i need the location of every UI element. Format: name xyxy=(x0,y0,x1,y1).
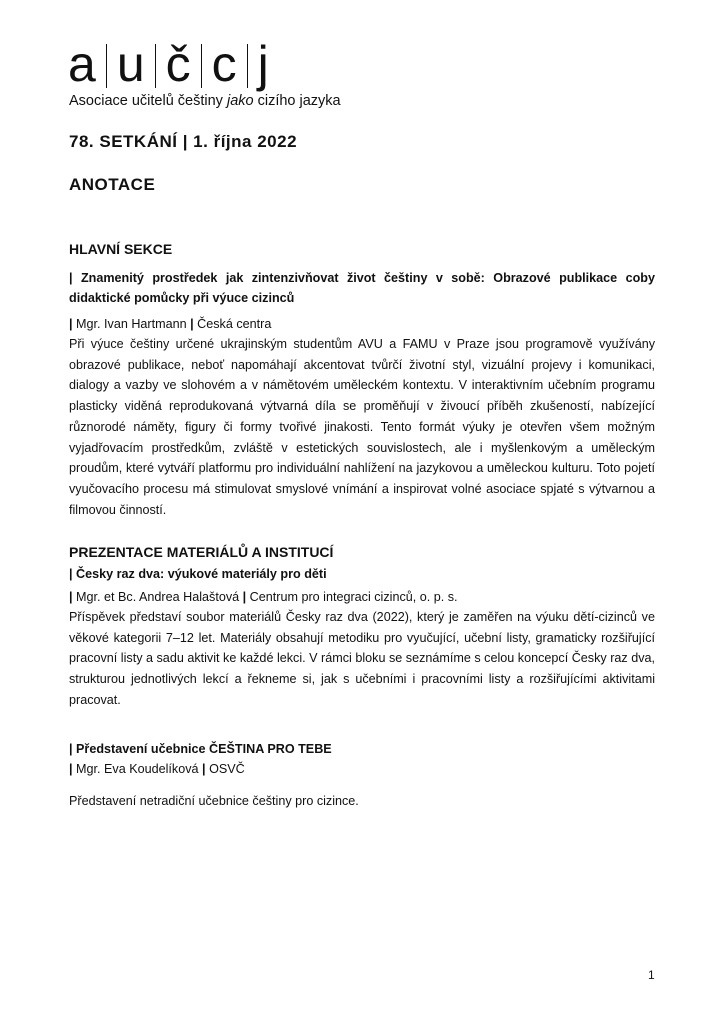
logo-letter-j: j xyxy=(257,36,269,92)
association-name-italic: jako xyxy=(226,93,254,109)
talk-title: | Znamenitý prostředek jak zintenzivňovat život češtiny v sobě: Obrazové publikace coby didaktické pomůcky při výuce cizinců xyxy=(69,271,655,305)
logo-letter-u: u xyxy=(116,36,145,92)
section-title: PREZENTACE MATERIÁLŮ A INSTITUCÍ xyxy=(69,544,334,560)
speaker-name: Mgr. et Bc. Andrea Halaštová xyxy=(72,590,243,604)
talk-abstract: Při výuce češtiny určené ukrajinským studentům AVU a FAMU v Praze jsou programově využívány obrazové publikace, neboť napomáhají akcentovat tvůrčí životní styl, vizuální projevy i komunikaci, dialogy a vazby ve slohovém a v námětovém uměleckém kontextu. V interaktivním učebním programu plasticky viděná reprodukovaná výtvarná díla se proměňují v živoucí příběh zkušeností, nabízející různorodé náměty, figury či formy tvořivé jinakosti. Tento formát výuky je otevřen všem možným vyjadřovacím prostředkům, zvláště v estetických souvislostech, ale i myšlenkovým a uměleckým proudům, které vytváří platformu pro individuální nahlížení na jazykovou a uměleckou kulturu. Toto pojetí vyučovacího procesu má stimulovat smyslové vnímání a inspirovat volné asociace spjaté s výtvarnou a filmovou činností. xyxy=(69,337,655,517)
talk-title: | Česky raz dva: výukové materiály pro děti xyxy=(69,567,327,581)
section-title: HLAVNÍ SEKCE xyxy=(69,241,173,257)
logo-letter-c-caron: č xyxy=(165,36,191,92)
association-name xyxy=(69,93,341,109)
speaker-org: OSVČ xyxy=(205,762,245,776)
association-name-end: cizího jazyka xyxy=(253,93,341,109)
logo-letter-a: a xyxy=(68,36,96,92)
page-heading: ANOTACE xyxy=(69,175,156,194)
speaker-separator: | xyxy=(190,317,194,331)
logo-divider xyxy=(201,44,202,88)
meeting-title: 78. SETKÁNÍ | 1. října 2022 xyxy=(69,132,298,151)
talk-title: | Představení učebnice ČEŠTINA PRO TEBE xyxy=(69,742,332,756)
speaker-name: Mgr. Eva Koudelíková xyxy=(72,762,203,776)
speaker-org: Centrum pro integraci cizinců, o. p. s. xyxy=(246,590,458,604)
talk-abstract: Představení netradiční učebnice češtiny pro cizince. xyxy=(69,794,359,808)
logo-divider xyxy=(155,44,156,88)
presentation-talk xyxy=(69,739,655,812)
speaker-line xyxy=(69,587,655,607)
speaker-name: Mgr. Ivan Hartmann xyxy=(72,317,191,331)
page-number: 1 xyxy=(648,968,655,982)
speaker-separator: | xyxy=(242,590,247,604)
speaker-separator: | xyxy=(69,762,73,776)
main-section xyxy=(69,240,655,520)
presentations-section xyxy=(69,543,655,711)
talk-abstract: Příspěvek představí soubor materiálů Česky raz dva (2022), který je zaměřen na výuku dětí-cizinců ve věkové kategorii 7–12 let. Materiály obsahují metodiku pro vyučující, učební listy, gramaticky rozšiřující pracovní listy a sadu aktivit ke každé lekci. V rámci bloku se seznámíme s celou koncepcí Česky raz dva, strukturou jednotlivých lekcí a řekneme si, jak s učebními i pracovními listy a rozšiřujícími aktivitami pracovat. xyxy=(69,610,655,707)
speaker-separator: | xyxy=(202,762,206,776)
speaker-separator: | xyxy=(69,317,73,331)
speaker-org: Česká centra xyxy=(193,317,272,331)
aucj-logo xyxy=(68,36,269,92)
logo-divider xyxy=(106,44,107,88)
speaker-separator: | xyxy=(69,590,73,604)
logo-letter-c: c xyxy=(211,36,237,92)
logo-divider xyxy=(247,44,248,88)
speaker-line xyxy=(69,759,655,779)
speaker-line xyxy=(69,314,655,334)
association-name-start: Asociace učitelů češtiny xyxy=(69,93,227,109)
